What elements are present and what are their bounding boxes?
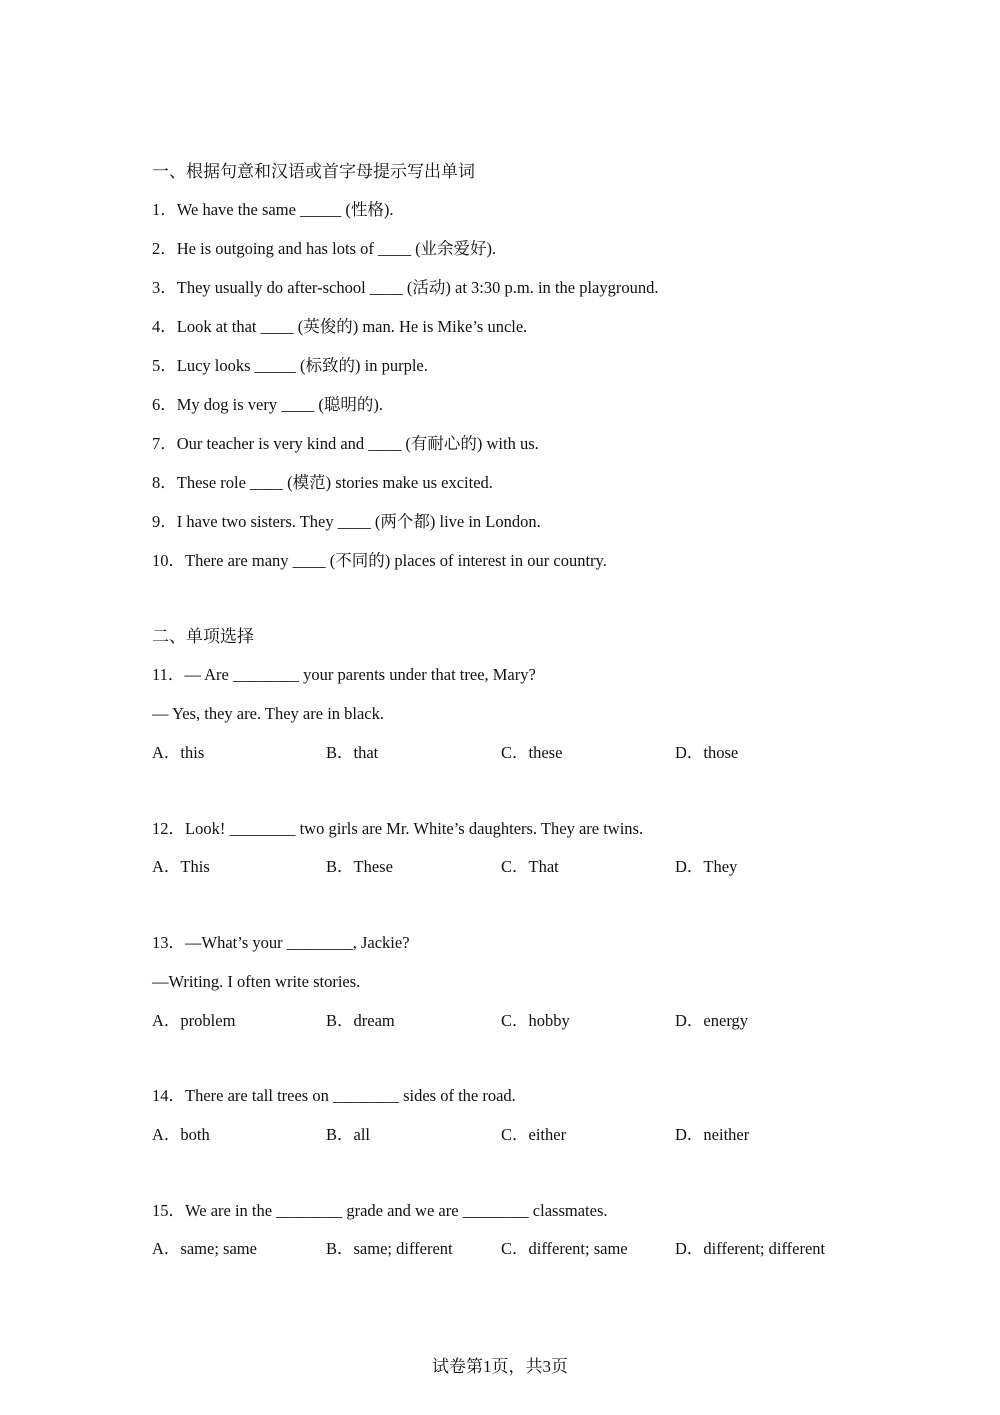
option-11-a[interactable]: A．this (152, 743, 205, 762)
page-footer: 试卷第1页，共3页 (432, 1357, 568, 1376)
option-14-b[interactable]: B．all (326, 1125, 370, 1144)
question-12-stem: 12．Look! ________ two girls are Mr. White’s daughters. They are twins. (152, 819, 644, 838)
option-15-b[interactable]: B．same; different (326, 1239, 453, 1258)
question-1: 1．We have the same _____ (性格). (152, 200, 394, 219)
option-11-d[interactable]: D．those (675, 743, 739, 762)
option-11-b[interactable]: B．that (326, 743, 379, 762)
question-10: 10．There are many ____ (不同的) places of interest in our country. (152, 551, 607, 570)
section-1-heading: 一、根据句意和汉语或首字母提示写出单词 (152, 162, 475, 182)
option-12-b[interactable]: B．These (326, 857, 393, 876)
question-11-reply: — Yes, they are. They are in black. (152, 704, 385, 723)
section-2-heading: 二、单项选择 (152, 627, 254, 647)
option-15-a[interactable]: A．same; same (152, 1239, 257, 1258)
option-11-c[interactable]: C．these (501, 743, 563, 762)
question-5: 5．Lucy looks _____ (标致的) in purple. (152, 356, 428, 375)
question-11-stem: 11．— Are ________ your parents under that tree, Mary? (152, 665, 536, 684)
option-13-c[interactable]: C．hobby (501, 1011, 570, 1030)
question-9: 9．I have two sisters. They ____ (两个都) live in London. (152, 512, 541, 531)
option-12-c[interactable]: C．That (501, 857, 559, 876)
option-15-c[interactable]: C．different; same (501, 1239, 628, 1258)
question-13-reply: —Writing. I often write stories. (152, 972, 361, 991)
option-13-a[interactable]: A．problem (152, 1011, 236, 1030)
option-15-d[interactable]: D．different; different (675, 1239, 826, 1258)
question-8: 8．These role ____ (模范) stories make us excited. (152, 473, 493, 492)
question-4: 4．Look at that ____ (英俊的) man. He is Mike’s uncle. (152, 317, 528, 336)
question-14-stem: 14．There are tall trees on ________ sides of the road. (152, 1086, 516, 1105)
question-3: 3．They usually do after-school ____ (活动) at 3:30 p.m. in the playground. (152, 278, 659, 297)
question-2: 2．He is outgoing and has lots of ____ (业余爱好). (152, 239, 497, 258)
option-14-a[interactable]: A．both (152, 1125, 210, 1144)
question-6: 6．My dog is very ____ (聪明的). (152, 395, 383, 414)
option-12-d[interactable]: D．They (675, 857, 738, 876)
question-15-stem: 15．We are in the ________ grade and we are ________ classmates. (152, 1201, 608, 1220)
option-12-a[interactable]: A．This (152, 857, 210, 876)
option-13-b[interactable]: B．dream (326, 1011, 395, 1030)
option-13-d[interactable]: D．energy (675, 1011, 749, 1030)
option-14-d[interactable]: D．neither (675, 1125, 750, 1144)
option-14-c[interactable]: C．either (501, 1125, 567, 1144)
question-7: 7．Our teacher is very kind and ____ (有耐心的) with us. (152, 434, 539, 453)
question-13-stem: 13．—What’s your ________, Jackie? (152, 933, 410, 952)
